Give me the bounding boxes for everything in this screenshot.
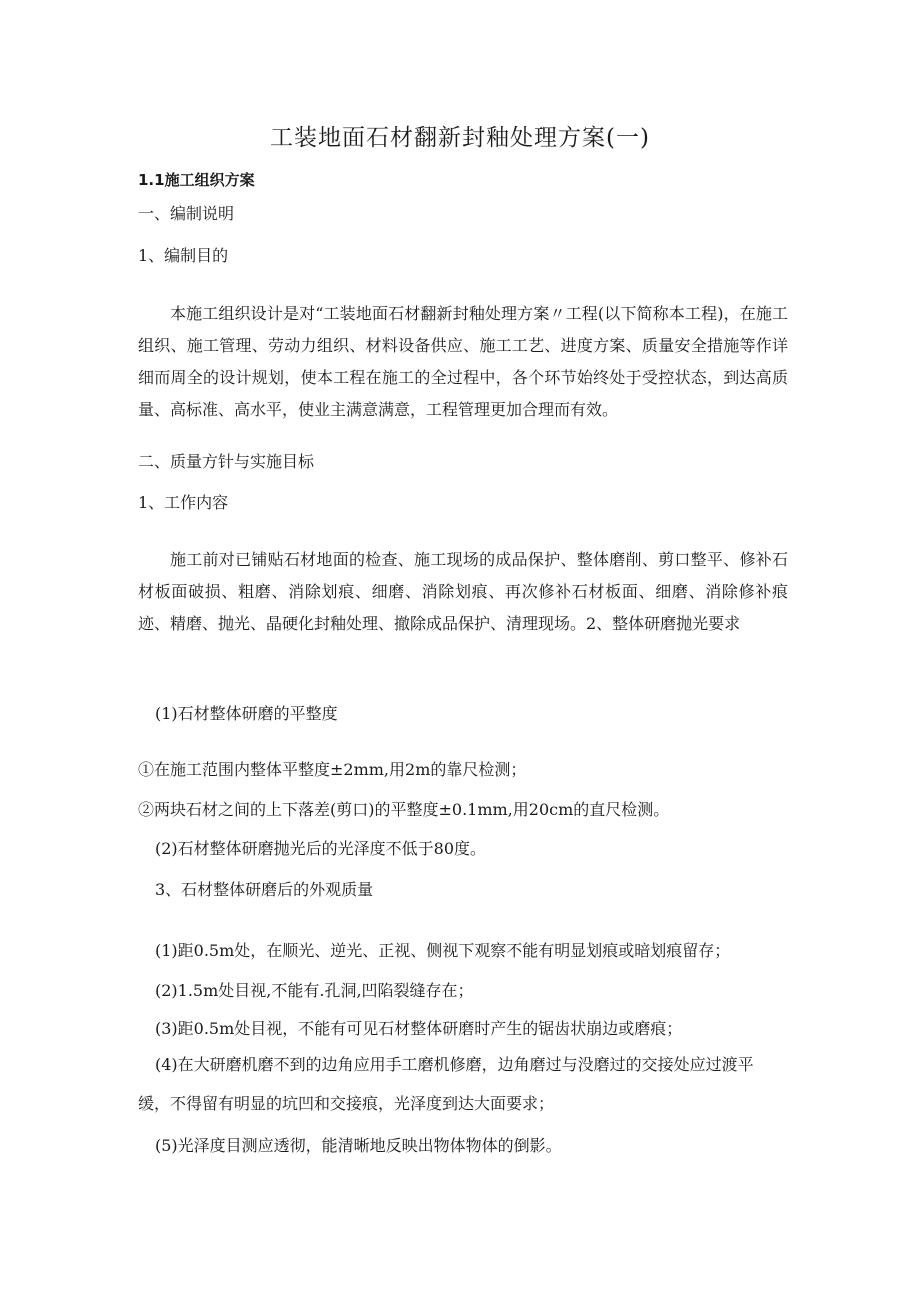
appearance-item-1: (1)距0.5m处，在顺光、逆光、正视、侧视下观察不能有明显划痕或暗划痕留存； xyxy=(155,941,731,960)
subheading-compile-notes: 一、编制说明 xyxy=(138,204,235,223)
appearance-item-4-line-2: 缓，不得留有明显的坑凹和交接痕，光泽度到达大面要求； xyxy=(138,1094,555,1113)
flatness-heading: (1)石材整体研磨的平整度 xyxy=(155,704,338,723)
appearance-item-3: (3)距0.5m处目视，不能有可见石材整体研磨时产生的锯齿状崩边或磨痕； xyxy=(155,1019,683,1038)
flatness-item-1: ①在施工范围内整体平整度±2mm,用2m的靠尺检测； xyxy=(138,760,527,779)
appearance-item-4-line-1: (4)在大研磨机磨不到的边角应用手工磨机修磨，边角磨过与没磨过的交接处应过渡平 xyxy=(155,1055,754,1074)
item-compile-purpose: 1、编制目的 xyxy=(138,246,229,265)
section-heading: 1.1施工组织方案 xyxy=(138,171,255,189)
paragraph-purpose: 本施工组织设计是对“工装地面石材翻新封釉处理方案〃工程(以下简称本工程)，在施工组织、施工管理、劳动力组织、材料设备供应、施工工艺、进度方案、质量安全措施等作详细而周全的设计规划，使本工程在施工的全过程中，各个环节始终处于受控状态，到达高质量、高标准、高水平，使业主满意满意，工程管理更加合理而有效。 xyxy=(138,304,788,419)
gloss-requirement: (2)石材整体研磨抛光后的光泽度不低于80度。 xyxy=(155,839,487,858)
document-title: 工装地面石材翻新封釉处理方案(一) xyxy=(270,125,650,151)
appearance-heading: 3、石材整体研磨后的外观质量 xyxy=(155,880,374,899)
paragraph-work-content: 施工前对已铺贴石材地面的检查、施工现场的成品保护、整体磨削、剪口整平、修补石材板面破损、粗磨、消除划痕、细磨、消除划痕、再次修补石材板面、细磨、消除修补痕迹、精磨、抛光、晶硬化封釉处理、撤除成品保护、清理现场。2、整体研磨抛光要求 xyxy=(138,550,788,633)
item-work-content: 1、工作内容 xyxy=(138,493,229,512)
appearance-item-5: (5)光泽度目测应透彻，能清晰地反映出物体物体的倒影。 xyxy=(155,1136,562,1155)
subheading-quality-policy: 二、质量方针与实施目标 xyxy=(138,452,315,471)
appearance-item-2: (2)1.5m处目视,不能有.孔洞,凹陷裂缝存在； xyxy=(155,981,474,1000)
flatness-item-2: ②两块石材之间的上下落差(剪口)的平整度±0.1mm,用20cm的直尺检测。 xyxy=(138,800,670,819)
